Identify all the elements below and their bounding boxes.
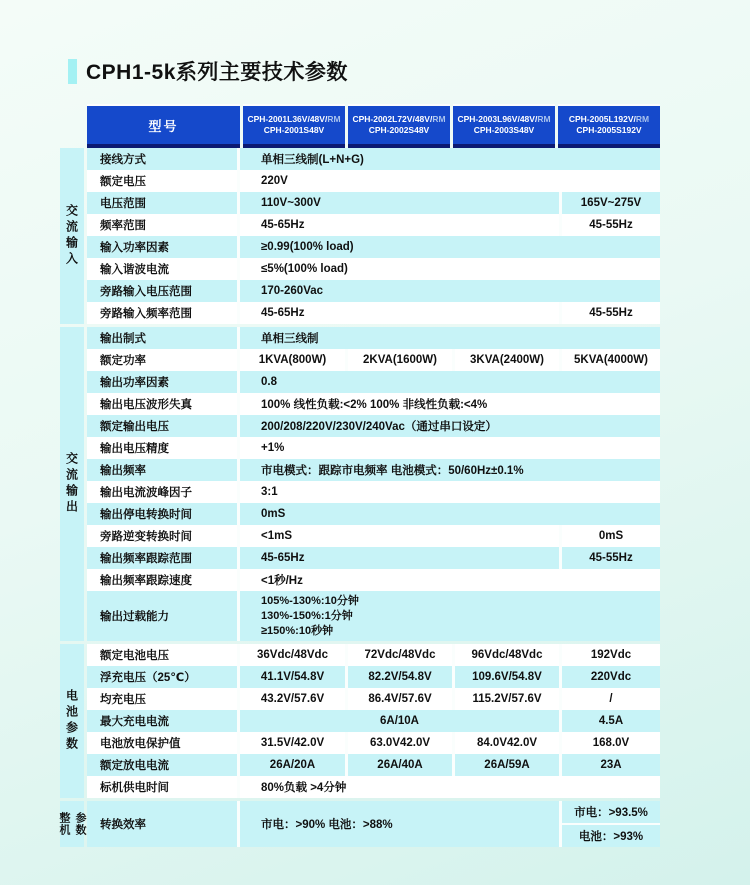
param-value-col4: 4.5A bbox=[559, 710, 660, 732]
param-value: 80%负载 >4分钟 bbox=[261, 782, 347, 794]
param-value: <1秒/Hz bbox=[261, 575, 303, 587]
section-4 bbox=[60, 801, 660, 847]
title-accent-bar bbox=[68, 59, 77, 84]
param-label: 额定放电电流 bbox=[87, 754, 240, 776]
param-values bbox=[240, 547, 660, 569]
spec-table bbox=[60, 104, 660, 847]
param-values bbox=[240, 393, 660, 415]
model-name: CPH-2003L96V/48V/ bbox=[457, 114, 538, 124]
spec-row bbox=[87, 547, 660, 569]
header-model-4 bbox=[558, 104, 660, 148]
spec-row bbox=[87, 170, 660, 192]
param-value-col1: 1KVA(800W) bbox=[258, 354, 327, 366]
param-value: 0.8 bbox=[261, 376, 277, 388]
param-values bbox=[240, 280, 660, 302]
param-value-col3: 109.6V/54.8V bbox=[452, 666, 559, 688]
spec-row bbox=[87, 710, 660, 732]
param-value: 市电：>90% 电池：>88% bbox=[261, 819, 393, 831]
param-label: 电池放电保护值 bbox=[87, 732, 240, 754]
param-value-line: 130%-150%:1分钟 bbox=[261, 609, 353, 622]
param-value: 0mS bbox=[261, 508, 286, 520]
param-value-col4: 168.0V bbox=[559, 732, 660, 754]
table-header-row bbox=[87, 104, 660, 148]
param-values bbox=[240, 569, 660, 591]
spec-row bbox=[87, 754, 660, 776]
spec-row bbox=[87, 503, 660, 525]
param-values bbox=[240, 644, 660, 666]
param-label: 输出频率跟踪范围 bbox=[87, 547, 240, 569]
spec-row bbox=[87, 801, 660, 847]
param-value-col4: 45-55Hz bbox=[559, 547, 660, 569]
model-rm-suffix: RM bbox=[432, 114, 446, 124]
param-values bbox=[240, 148, 660, 170]
param-value: 单相三线制(L+N+G) bbox=[261, 154, 364, 166]
param-label: 额定电池电压 bbox=[87, 644, 240, 666]
param-value-col3: 96Vdc/48Vdc bbox=[452, 644, 559, 666]
spec-row bbox=[87, 258, 660, 280]
model-line1 bbox=[569, 114, 649, 125]
section-label-text: 交流输入 bbox=[64, 204, 79, 268]
param-value-col3: 3KVA(2400W) bbox=[452, 349, 559, 371]
param-values bbox=[240, 415, 660, 437]
param-value: 市电模式：跟踪市电频率 电池模式：50/60Hz±0.1% bbox=[261, 465, 524, 477]
param-value: 6A/10A bbox=[380, 715, 419, 727]
spec-row bbox=[87, 437, 660, 459]
header-model-2 bbox=[348, 104, 450, 148]
param-value-col4: 165V~275V bbox=[559, 192, 660, 214]
param-label: 输出制式 bbox=[87, 327, 240, 349]
param-value-col4: 45-55Hz bbox=[559, 302, 660, 324]
param-values bbox=[240, 371, 660, 393]
model-rm-suffix: RM bbox=[327, 114, 341, 124]
model-name: CPH-2002L72V/48V/ bbox=[352, 114, 433, 124]
model-rm-suffix: RM bbox=[635, 114, 650, 124]
param-value-col1: 36Vdc/48Vdc bbox=[257, 649, 328, 661]
section-rows bbox=[87, 148, 660, 324]
section-1 bbox=[60, 148, 660, 324]
param-value-col4: 0mS bbox=[559, 525, 660, 547]
param-value: 170-260Vac bbox=[261, 285, 324, 297]
model-name: CPH-2001L36V/48V/ bbox=[247, 114, 328, 124]
param-value: ≥0.99(100% load) bbox=[261, 241, 354, 253]
spec-row bbox=[87, 415, 660, 437]
param-value-col4-line: 市电：>93.5% bbox=[562, 801, 660, 825]
param-label: 额定功率 bbox=[87, 349, 240, 371]
param-values bbox=[240, 481, 660, 503]
spec-row bbox=[87, 192, 660, 214]
param-value: 110V~300V bbox=[261, 197, 321, 209]
param-values bbox=[240, 170, 660, 192]
model-line2: CPH-2001S48V bbox=[263, 125, 325, 135]
section-label-col: 参数 bbox=[74, 812, 86, 836]
spec-row bbox=[87, 666, 660, 688]
header-model-3 bbox=[453, 104, 555, 148]
section-label-text: 电池参数 bbox=[64, 689, 79, 753]
param-label: 输出过载能力 bbox=[87, 591, 240, 641]
param-label: 电压范围 bbox=[87, 192, 240, 214]
param-values bbox=[240, 349, 660, 371]
param-values bbox=[240, 801, 660, 847]
param-values bbox=[240, 710, 660, 732]
param-label: 旁路输入频率范围 bbox=[87, 302, 240, 324]
param-label: 浮充电压（25℃） bbox=[87, 666, 240, 688]
spec-row bbox=[87, 302, 660, 324]
param-value: 45-65Hz bbox=[261, 552, 305, 564]
param-value: 200/208/220V/230V/240Vac（通过串口设定） bbox=[261, 421, 497, 433]
param-value-col1: 26A/20A bbox=[269, 759, 316, 771]
param-label: 输出频率跟踪速度 bbox=[87, 569, 240, 591]
param-label: 输入谐波电流 bbox=[87, 258, 240, 280]
section-rows bbox=[87, 801, 660, 847]
param-value-col2: 2KVA(1600W) bbox=[345, 349, 452, 371]
param-value-col2: 72Vdc/48Vdc bbox=[345, 644, 452, 666]
param-label: 输出频率 bbox=[87, 459, 240, 481]
param-value: <1mS bbox=[261, 530, 293, 542]
param-values bbox=[240, 459, 660, 481]
param-values bbox=[240, 754, 660, 776]
spec-row bbox=[87, 644, 660, 666]
spec-row bbox=[87, 280, 660, 302]
param-value: +1% bbox=[261, 442, 285, 454]
param-values bbox=[240, 302, 660, 324]
section-label-text: 交流输出 bbox=[64, 452, 79, 516]
param-value-col1: 31.5V/42.0V bbox=[260, 737, 325, 749]
param-label: 输入功率因素 bbox=[87, 236, 240, 258]
param-value-col4: 192Vdc bbox=[559, 644, 660, 666]
spec-row bbox=[87, 236, 660, 258]
spec-row bbox=[87, 327, 660, 349]
param-values bbox=[240, 732, 660, 754]
param-label: 最大充电电流 bbox=[87, 710, 240, 732]
param-values bbox=[240, 688, 660, 710]
param-value-col4: 5KVA(4000W) bbox=[559, 349, 660, 371]
param-label: 输出停电转换时间 bbox=[87, 503, 240, 525]
param-value: 220V bbox=[261, 175, 288, 187]
param-label: 频率范围 bbox=[87, 214, 240, 236]
param-values bbox=[240, 258, 660, 280]
spec-row bbox=[87, 148, 660, 170]
spec-row bbox=[87, 525, 660, 547]
spec-row bbox=[87, 591, 660, 641]
spec-row bbox=[87, 459, 660, 481]
spec-row bbox=[87, 776, 660, 798]
model-line1 bbox=[457, 114, 550, 125]
param-label: 额定输出电压 bbox=[87, 415, 240, 437]
param-value-line: 105%-130%:10分钟 bbox=[261, 594, 359, 607]
model-rm-suffix: RM bbox=[537, 114, 551, 124]
spec-row bbox=[87, 393, 660, 415]
param-value-col1: 43.2V/57.6V bbox=[260, 693, 325, 705]
page-title: CPH1-5k系列主要技术参数 bbox=[86, 61, 348, 84]
param-label: 输出电压精度 bbox=[87, 437, 240, 459]
param-value-col4-line: 电池：>93% bbox=[578, 831, 644, 843]
spec-row bbox=[87, 732, 660, 754]
param-value: 45-65Hz bbox=[261, 219, 305, 231]
param-value-col4: / bbox=[559, 688, 660, 710]
spec-row bbox=[87, 688, 660, 710]
param-value: 100% 线性负载:<2% 100% 非线性负载:<4% bbox=[261, 399, 488, 411]
spec-row bbox=[87, 214, 660, 236]
section-rows bbox=[87, 644, 660, 798]
param-value-col2: 26A/40A bbox=[345, 754, 452, 776]
model-line2: CPH-2002S48V bbox=[368, 125, 430, 135]
param-values bbox=[240, 503, 660, 525]
param-value-col2: 63.0V42.0V bbox=[345, 732, 452, 754]
param-label: 转换效率 bbox=[87, 801, 240, 847]
param-value-col2: 82.2V/54.8V bbox=[345, 666, 452, 688]
param-label: 输出功率因素 bbox=[87, 371, 240, 393]
section-2 bbox=[60, 327, 660, 641]
param-label: 旁路逆变转换时间 bbox=[87, 525, 240, 547]
param-value-col1: 41.1V/54.8V bbox=[260, 671, 325, 683]
param-value: 单相三线制 bbox=[261, 333, 319, 345]
param-label: 均充电压 bbox=[87, 688, 240, 710]
param-value-col4: 220Vdc bbox=[559, 666, 660, 688]
header-model-1 bbox=[243, 104, 345, 148]
param-label: 输出电压波形失真 bbox=[87, 393, 240, 415]
param-value-col3: 84.0V42.0V bbox=[452, 732, 559, 754]
model-name: CPH-2005L192V/ bbox=[568, 114, 636, 124]
param-values bbox=[240, 192, 660, 214]
page-title-row bbox=[68, 56, 348, 86]
section-3 bbox=[60, 644, 660, 798]
param-label: 额定电压 bbox=[87, 170, 240, 192]
section-category-label bbox=[60, 801, 84, 847]
section-label-col: 整机 bbox=[58, 812, 70, 836]
param-values bbox=[240, 236, 660, 258]
param-value-col3: 115.2V/57.6V bbox=[452, 688, 559, 710]
model-line1 bbox=[247, 114, 340, 125]
param-values bbox=[240, 666, 660, 688]
header-model-label: 型号 bbox=[87, 104, 240, 148]
param-values bbox=[240, 214, 660, 236]
param-value-col2: 86.4V/57.6V bbox=[345, 688, 452, 710]
section-category-label bbox=[60, 644, 84, 798]
spec-row bbox=[87, 371, 660, 393]
spec-row bbox=[87, 349, 660, 371]
param-value-col4 bbox=[559, 801, 660, 847]
model-line2: CPH-2005S192V bbox=[576, 125, 642, 135]
param-value-line: ≥150%:10秒钟 bbox=[261, 624, 334, 637]
param-values bbox=[240, 437, 660, 459]
param-value: 45-65Hz bbox=[261, 307, 305, 319]
param-values bbox=[240, 591, 660, 641]
param-value-multiline bbox=[240, 591, 660, 641]
param-label: 接线方式 bbox=[87, 148, 240, 170]
param-value: ≤5%(100% load) bbox=[261, 263, 348, 275]
param-label: 输出电流波峰因子 bbox=[87, 481, 240, 503]
param-value: 3:1 bbox=[261, 486, 278, 498]
param-label: 旁路输入电压范围 bbox=[87, 280, 240, 302]
param-value-col4: 45-55Hz bbox=[559, 214, 660, 236]
model-line2: CPH-2003S48V bbox=[473, 125, 535, 135]
spec-row bbox=[87, 481, 660, 503]
param-values bbox=[240, 327, 660, 349]
param-label: 标机供电时间 bbox=[87, 776, 240, 798]
spec-row bbox=[87, 569, 660, 591]
table-body bbox=[60, 148, 660, 847]
param-value-col3: 26A/59A bbox=[452, 754, 559, 776]
section-rows bbox=[87, 327, 660, 641]
section-category-label bbox=[60, 148, 84, 324]
param-value-col4: 23A bbox=[559, 754, 660, 776]
param-values bbox=[240, 776, 660, 798]
section-category-label bbox=[60, 327, 84, 641]
param-values bbox=[240, 525, 660, 547]
model-line1 bbox=[352, 114, 445, 125]
